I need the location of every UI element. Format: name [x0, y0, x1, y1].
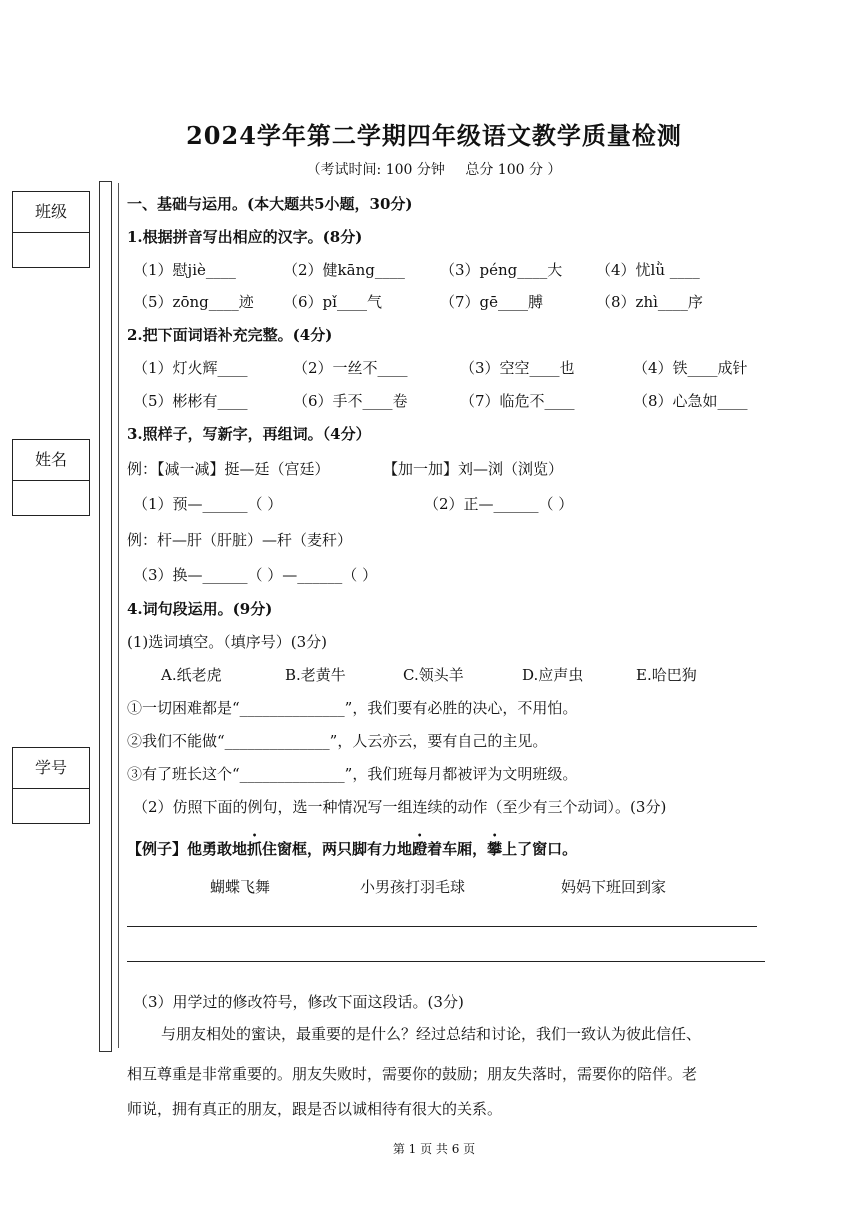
q1-item-7[interactable]: （7）gē____膊 — [440, 293, 544, 311]
example-part-2: 住窗框，两只脚有力地 — [262, 840, 413, 858]
exam-time: （考试时间: 100 分钟 — [306, 162, 445, 178]
example-verb-1: 抓 — [247, 840, 263, 858]
example-verb-3: 攀 — [487, 840, 503, 858]
q4-option-e: E.哈巴狗 — [636, 666, 697, 684]
q1-item-1[interactable]: （1）慰jiè____ — [133, 261, 236, 279]
q4-option-c: C.领头羊 — [403, 666, 464, 684]
q2-item-1[interactable]: （1）灯火辉____ — [133, 359, 248, 377]
exam-subtitle — [0, 159, 868, 179]
q2-item-2[interactable]: （2）一丝不____ — [293, 359, 408, 377]
paragraph-line-1: 与朋友相处的蜜诀，最重要的是什么？经过总结和讨论，我们一致认为彼此信任、 — [161, 1025, 702, 1043]
q4-title: 4.词句段运用。(9分) — [127, 600, 273, 618]
q2-item-6[interactable]: （6）手不____卷 — [293, 392, 408, 410]
name-label: 姓名 — [13, 440, 89, 481]
q3-example-1b: 【加一加】刘—浏（浏览） — [383, 460, 564, 478]
id-label: 学号 — [13, 748, 89, 789]
q4-example-sentence — [127, 830, 577, 859]
scenario-2: 小男孩打羽毛球 — [360, 878, 466, 896]
q2-item-4[interactable]: （4）铁____成针 — [633, 359, 748, 377]
example-verb-2: 蹬 — [412, 840, 428, 858]
q4-sentence-2[interactable]: ②我们不能做“______________”，人云亦云，要有自己的主见。 — [127, 732, 548, 750]
class-field[interactable] — [13, 233, 89, 267]
q2-item-8[interactable]: （8）心急如____ — [633, 392, 748, 410]
q4-sentence-1[interactable]: ①一切困难都是“______________”，我们要有必胜的决心，不用怕。 — [127, 699, 578, 717]
binding-line — [118, 183, 119, 1048]
example-part-4: 上了窗口。 — [502, 840, 578, 858]
q3-item-3[interactable]: （3）换—______（ ）—______（ ） — [133, 566, 378, 584]
q3-example-1a: 例：【减一减】挺—廷（宫廷） — [127, 460, 330, 478]
q3-example-2: 例：杆—肝（肝脏）—秆（麦秆） — [127, 531, 353, 549]
q3-item-1[interactable]: （1）预—______（ ） — [133, 495, 283, 513]
total-score: 总分 100 分 ） — [465, 162, 562, 178]
q4-option-a: A.纸老虎 — [161, 666, 222, 684]
q1-item-6[interactable]: （6）pǐ____气 — [283, 293, 382, 311]
q1-item-3[interactable]: （3）péng____大 — [440, 261, 563, 279]
id-field[interactable] — [13, 789, 89, 823]
q2-title: 2.把下面词语补充完整。(4分) — [127, 326, 333, 344]
q4-option-d: D.应声虫 — [522, 666, 584, 684]
q1-item-8[interactable]: （8）zhì____序 — [596, 293, 703, 311]
section-1-title: 一、基础与运用。(本大题共5小题，30分) — [127, 195, 413, 213]
q3-title: 3.照样子，写新字，再组词。（4分） — [127, 425, 371, 443]
paragraph-line-3: 师说，拥有真正的朋友，跟是否以诚相待有很大的关系。 — [127, 1100, 503, 1118]
q4-part2-title: （2）仿照下面的例句，选一种情况写一组连续的动作（至少有三个动词）。(3分) — [133, 798, 667, 816]
paragraph-line-2: 相互尊重是非常重要的。朋友失败时，需要你的鼓励；朋友失落时，需要你的陪伴。老 — [127, 1065, 698, 1083]
q1-item-4[interactable]: （4）忧lǜ ____ — [596, 261, 700, 279]
q1-item-5[interactable]: （5）zōng____迹 — [133, 293, 254, 311]
name-field[interactable] — [13, 481, 89, 515]
binding-strip — [99, 181, 112, 1052]
example-label: 【例子】 — [127, 840, 188, 858]
answer-line-1[interactable] — [127, 926, 757, 927]
class-box — [12, 191, 90, 268]
q4-sentence-3[interactable]: ③有了班长这个“______________”，我们班每月都被评为文明班级。 — [127, 765, 578, 783]
page-number: 第 1 页 共 6 页 — [392, 1142, 476, 1156]
name-box — [12, 439, 90, 516]
id-box — [12, 747, 90, 824]
exam-title: 2024学年第二学期四年级语文教学质量检测 — [186, 121, 682, 150]
q1-item-2[interactable]: （2）健kāng____ — [283, 261, 405, 279]
q4-part1-title: (1)选词填空。（填序号）(3分) — [127, 633, 327, 651]
q2-item-5[interactable]: （5）彬彬有____ — [133, 392, 248, 410]
q2-item-7[interactable]: （7）临危不____ — [460, 392, 575, 410]
scenario-3: 妈妈下班回到家 — [561, 878, 667, 896]
example-part-3: 着车厢， — [427, 840, 488, 858]
class-label: 班级 — [13, 192, 89, 233]
q2-item-3[interactable]: （3）空空____也 — [460, 359, 575, 377]
q4-option-b: B.老黄牛 — [285, 666, 346, 684]
q1-title: 1.根据拼音写出相应的汉字。(8分) — [127, 228, 363, 246]
q3-item-2[interactable]: （2）正—______（ ） — [424, 495, 574, 513]
example-part-1: 他勇敢地 — [187, 840, 248, 858]
answer-line-2[interactable] — [127, 961, 765, 962]
q4-part3-title: （3）用学过的修改符号，修改下面这段话。(3分) — [133, 993, 464, 1011]
scenario-1: 蝴蝶飞舞 — [210, 878, 271, 896]
